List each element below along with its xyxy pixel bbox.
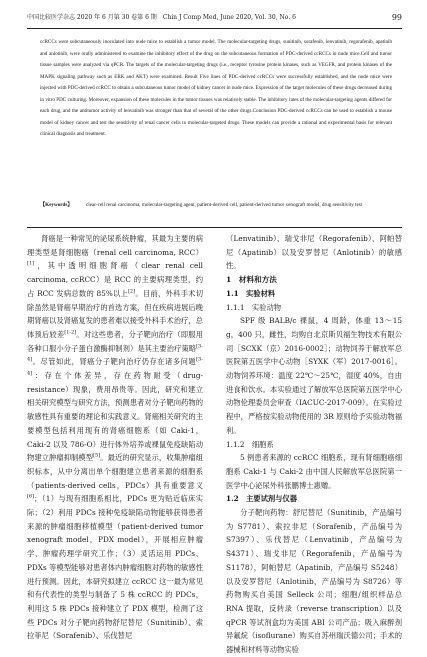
subsubsection-heading-cells: 1.1.2 细胞系 xyxy=(226,439,274,449)
animals-paragraph: SPF 级 BALB/c 裸鼠，4 周龄，体重 13～15 g，400 只，雌性，均购自北京斯贝福生物技术有限公司［SCXK（京）2016-0002］；动物饲养于解放军总医院第五医学中心动物［SYXK（军）2017-0016］。动物饲养环境：温度 22℃～25℃，湿度 40%，自由进食和饮水。本实验通过了解放军总医院第五医学中心动物伦理委员会审查（IACUC-2017-009）。在实验过程中，严格按实验动物使用的 3R 原则给予实验动物福利。 xyxy=(226,316,402,435)
intro-continuation: （Lenvatinib）、瑞戈非尼（Regorafenib）、阿帕替尼（Apatinib）以及安罗替尼（Anlotinib）的敏感性。 xyxy=(226,234,402,271)
citation-marker: [6] xyxy=(27,493,35,500)
subsubsection-heading-animals: 1.1.1 实验动物 xyxy=(226,302,282,312)
citation-marker: [3-4] xyxy=(27,343,203,363)
citation-marker: [2] xyxy=(128,288,136,295)
subsection-heading-1-1: 1.1 实验材料 xyxy=(226,288,276,298)
citation-marker: [1-2] xyxy=(64,329,77,336)
citation-marker: [1] xyxy=(27,260,35,267)
subsection-heading-1-2: 1.2 主要试剂与仪器 xyxy=(226,494,298,504)
reagents-paragraph: 分子靶向药物：舒尼替尼（Sunitinib，产品编号为 S7781）、索拉非尼（Sorafenib，产品编号为 S7397）、乐伐替尼（Lenvatinib，产品编号为 S4371）、瑞戈非尼（Regorafenib，产品编号为 S1178），阿帕替尼（Apatinib，产品编号 S5248）以及安罗替尼（Anlotinib，产品编号为 S8726）等药物购买自美国 Selleck 公司；细胞/组织样品总 RNA 提取，反转录（reverse transcription）以及 qPCR 等试剂盒均为美国 ABI 公司产品；吸入麻醉剂异氟烷（isoflurane）购买自苏州瑞沃德公司；手术的器械和材料等动物实验 xyxy=(226,508,402,655)
citation-marker: [3-4] xyxy=(27,356,203,377)
keywords-text: clear-cell renal carcinoma, molecular-targeting agent, patient-derived cell, patient-derived tumor xenograft model, drug sensitivity test xyxy=(86,202,363,208)
running-header xyxy=(27,13,402,23)
abstract-rule xyxy=(27,227,402,228)
right-column xyxy=(226,232,402,657)
left-column xyxy=(27,232,203,643)
cells-paragraph: 5 例患者来源的 ccRCC 细胞系，现有肾细胞癌细胞系 Caki-1 与 Caki-2 由中国人民解放军总医院第一医学中心泌尿外科张鹏博士惠赠。 xyxy=(226,453,402,490)
header-rule xyxy=(27,28,402,29)
abstract-text: ccRCCs were subcutaneously inoculated into nude mice to establish a tumor model. The molecular-targeting drugs, sunitinib, sorafenib, lenvatinib, regorafenib, apatinib and anlotinib, were orally administered to examine the inhibitory effect of the drug on the subcutaneous formation of PDC-derived ccRCCs in nude mice.Cell and tumor tissue samples were analyzed via qPCR. The targets of the molecular-targeting drugs (i.e., receptor tyrosine protein kinases, such as VEGFR, and protein kinases of the MAPK signaling pathway such as ERK and AKT) were examined. Result Five lines of PDC-derived ccRCCs were successfully established, and the nude mice were injected with PDC-derived ccRCC to obtain a subcutaneous tumor model of kidney cancer in nude mice. Expression of the target molecules of these drugs decreased during in vitro PDC culturing. Moreover, expansion of these molecules in the tumor tissues was relatively stable. The inhibitory rates of the molecular-targeting agents differed for each drug, and the antitumor activity of lenvatinib was stronger than that of several of the other drugs.Conclusion PDC-derived ccRCCs can be used to establish a mouse model of kidney cancer and test the sensitivity of renal cancer cells to molecular-targeted drugs. These models can provide a rational and experimental basis for relevant clinical diagnosis and treatment. xyxy=(40,39,392,138)
keywords-label: 【Keywords】 xyxy=(40,202,73,208)
citation-marker: [5] xyxy=(93,452,101,459)
section-heading-materials: 1 材料和方法 xyxy=(226,275,277,285)
page-number: 99 xyxy=(391,13,402,22)
journal-header: 中国比较医学杂志 2020 年 6 月第 30 卷第 6 期 Chin J Comp Med, June 2020, Vol. 30, No. 6 xyxy=(27,14,296,21)
intro-paragraph: 肾癌是一种常见的泌尿系统肿瘤，其最为主要的病理类型是肾细胞癌（renal cell carcinoma, RCC）[1]，其中透明细胞肾癌（clear renal cell carcinoma, ccRCC）是 RCC 的主要病理类型，约占 RCC 发病总数的 85%以上[2]。目前，外科手术切除虽然是肾癌早期治疗的首选方案，但在疾病进展后晚期肾癌以及肾癌复发的患者难以接受外科手术治疗，总体预后较差[1-2]。对这些患者，分子靶向治疗（即服用各种口服小分子蛋白激酶抑制剂）是其主要治疗策略[3-4]。尽管如此，肾癌分子靶向治疗仍存在诸多问题[3-4]：存在个体差异，存在药物耐受（drug-resistance）现象，费用昂贵等。因此，研究和建立相关研究模型与研究方法，预测患者对分子靶向药物的敏感性具有重要的理论和实践意义。肾癌相关研究的主要模型包括利用现有的肾癌细胞系（如 Caki-1，Caki-2 以及 786-O）进行体外培养或裸鼠免疫缺陷动物建立肿瘤抑制模型[5]。最近的研究显示，收集肿瘤组织标本，从中分离出单个细胞建立患者来源的细胞系（patients-derived cells，PDCs）具有重要意义[6]；（1）与现有细胞系相比，PDCs 更为贴近临床实际；（2）利用 PDCs 接种免疫缺陷动物能够获得患者来源的肿瘤细胞移植模型（patient-derived tumor xenograft model，PDX model），开展相应肿瘤学、肿瘤药理学研究工作；（3）灵活运用 PDCs、PDXs 等模型能够对患者体内肿瘤细胞对药物的敏感性进行预测。因此，本研究拟建立 ccRCC 这一最为常见和有代表性的类型与制备了 5 株 ccRCC 的 PDCs，利用这 5 株 PDCs 接种建立了 PDX 模型，检测了这些 PDCs 对分子靶向药物舒尼替尼（Sunitinib）、索拉菲尼（Sorafenib）、乐伐替尼 xyxy=(27,234,204,641)
